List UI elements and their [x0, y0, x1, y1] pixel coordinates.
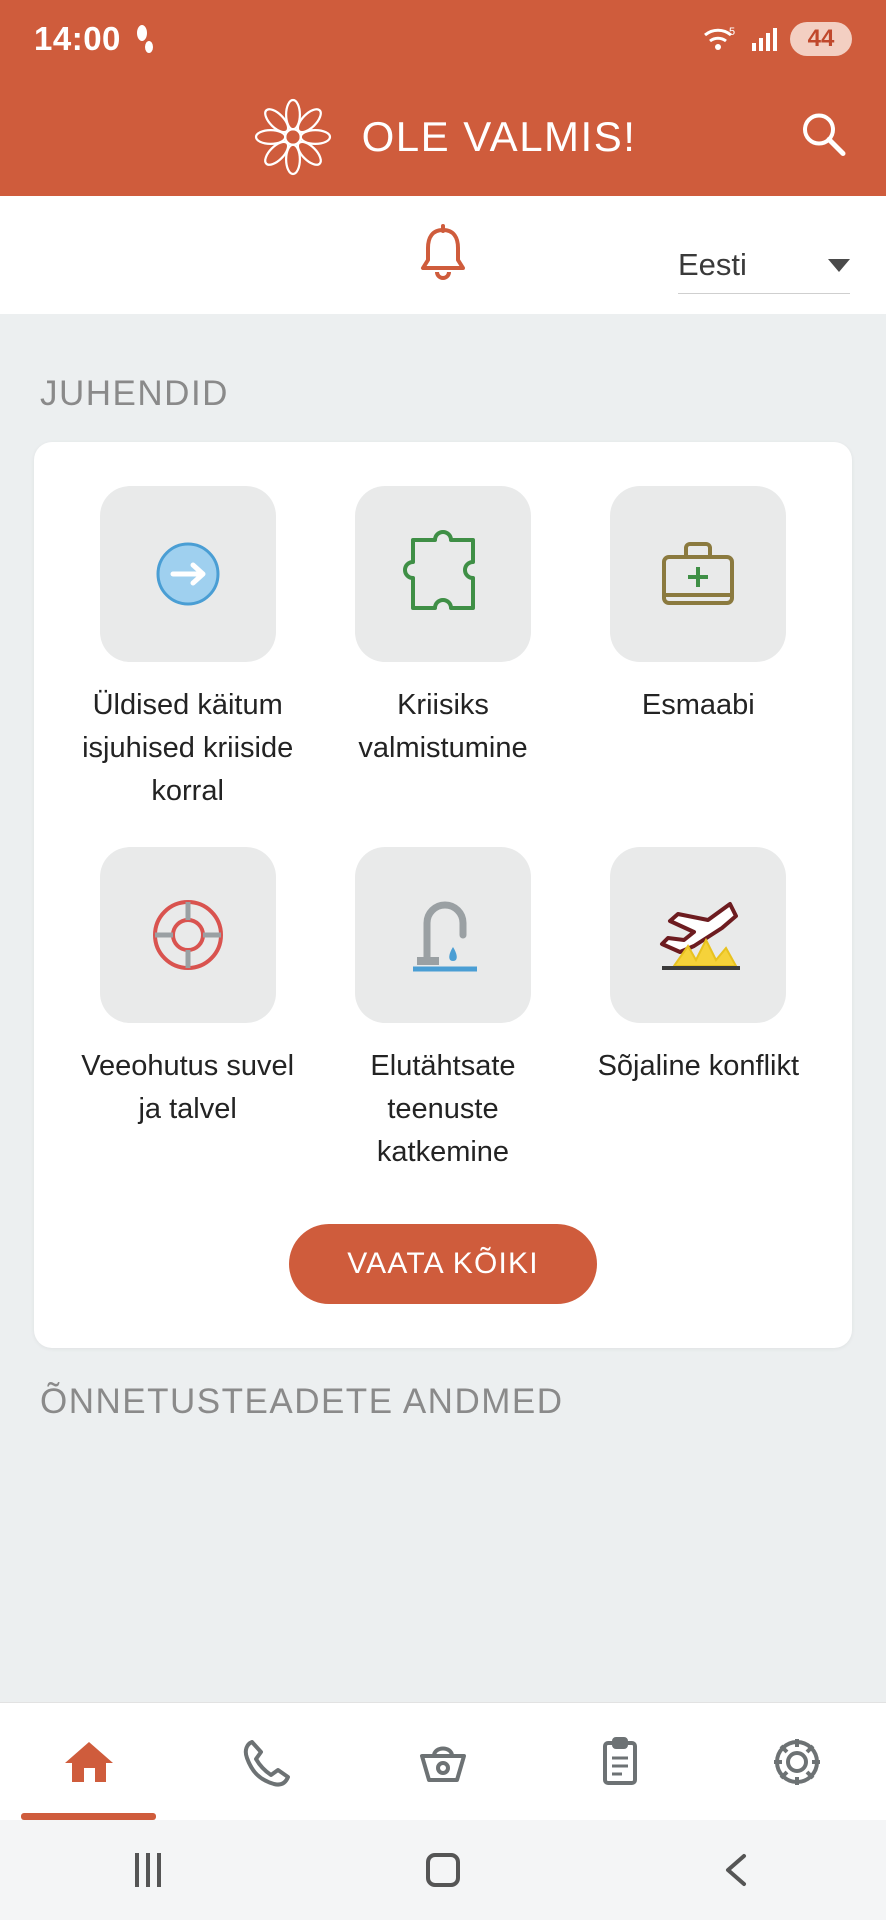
status-left [34, 20, 155, 58]
tile-icon-wrap [355, 847, 531, 1023]
puzzle-piece-icon [393, 526, 493, 622]
bottom-navigation [0, 1702, 886, 1820]
guide-tile-label: Veeohutus suvel ja talvel [81, 1050, 295, 1125]
app-bar-inner [250, 94, 637, 180]
first-aid-kit-icon [648, 531, 748, 617]
arrow-right-circle-icon [142, 528, 234, 620]
guide-tile-label: Sõjaline konflikt [597, 1050, 800, 1082]
section-title-accident-reports: ÕNNETUSTEADETE ANDMED [40, 1382, 564, 1421]
search-icon[interactable] [796, 108, 850, 167]
system-navigation-bar [0, 1820, 886, 1920]
tile-icon-wrap [355, 486, 531, 662]
guide-tile-water-safety[interactable] [60, 847, 315, 1174]
guide-tile-label: Üldised käitum isjuhised kriiside korral [82, 689, 294, 807]
recents-icon[interactable] [88, 1820, 208, 1920]
main-content [0, 314, 886, 1702]
water-tap-icon [393, 887, 493, 983]
gear-icon [768, 1733, 826, 1791]
wifi-icon [702, 25, 738, 53]
guide-tile-military-conflict[interactable] [571, 847, 826, 1174]
tile-icon-wrap [610, 847, 786, 1023]
tile-icon-wrap [100, 486, 276, 662]
page-title: OLE VALMIS! [361, 113, 637, 160]
view-all-button[interactable]: VAATA KÕIKI [289, 1224, 597, 1304]
clipboard-icon [592, 1734, 648, 1790]
flower-logo-icon [250, 94, 336, 180]
basket-icon [414, 1734, 472, 1790]
signal-icon [750, 25, 778, 53]
chevron-down-icon [828, 259, 850, 272]
back-chevron-icon[interactable] [678, 1820, 798, 1920]
life-buoy-icon [141, 888, 235, 982]
bell-icon[interactable] [415, 222, 471, 289]
status-time: 14:00 [34, 20, 121, 57]
guides-grid [60, 486, 826, 1174]
guide-tile-label: Elutähtsate teenuste katkemine [370, 1050, 516, 1168]
nav-active-indicator [21, 1813, 156, 1820]
nav-item-phone[interactable] [177, 1703, 354, 1820]
tile-icon-wrap [610, 486, 786, 662]
section-title-guides: JUHENDID [40, 374, 229, 413]
nav-item-settings[interactable] [709, 1703, 886, 1820]
language-selector-label: Eesti [678, 247, 747, 282]
nav-item-checklist[interactable] [532, 1703, 709, 1820]
guide-tile-general-behaviour[interactable] [60, 486, 315, 813]
app-bar [0, 78, 886, 196]
status-right [702, 22, 852, 56]
guide-tile-first-aid[interactable] [571, 486, 826, 813]
view-all-wrap [60, 1224, 826, 1304]
language-selector[interactable] [678, 247, 850, 294]
status-bar [0, 0, 886, 78]
guide-tile-label: Kriisiks valmistumine [358, 689, 528, 764]
nav-item-home[interactable] [0, 1703, 177, 1820]
nav-item-basket[interactable] [354, 1703, 531, 1820]
phone-icon [238, 1734, 294, 1790]
military-plane-icon [644, 888, 752, 982]
guide-tile-label: Esmaabi [641, 689, 755, 721]
home-icon [61, 1734, 117, 1790]
battery-icon: 44 [790, 22, 852, 56]
tile-icon-wrap [100, 847, 276, 1023]
notification-language-bar [0, 196, 886, 314]
svg-text:5: 5 [729, 26, 736, 38]
home-square-icon[interactable] [383, 1820, 503, 1920]
guides-card [34, 442, 852, 1348]
guide-tile-utilities-outage[interactable] [315, 847, 570, 1174]
guide-tile-crisis-preparedness[interactable] [315, 486, 570, 813]
footsteps-icon [135, 24, 155, 54]
